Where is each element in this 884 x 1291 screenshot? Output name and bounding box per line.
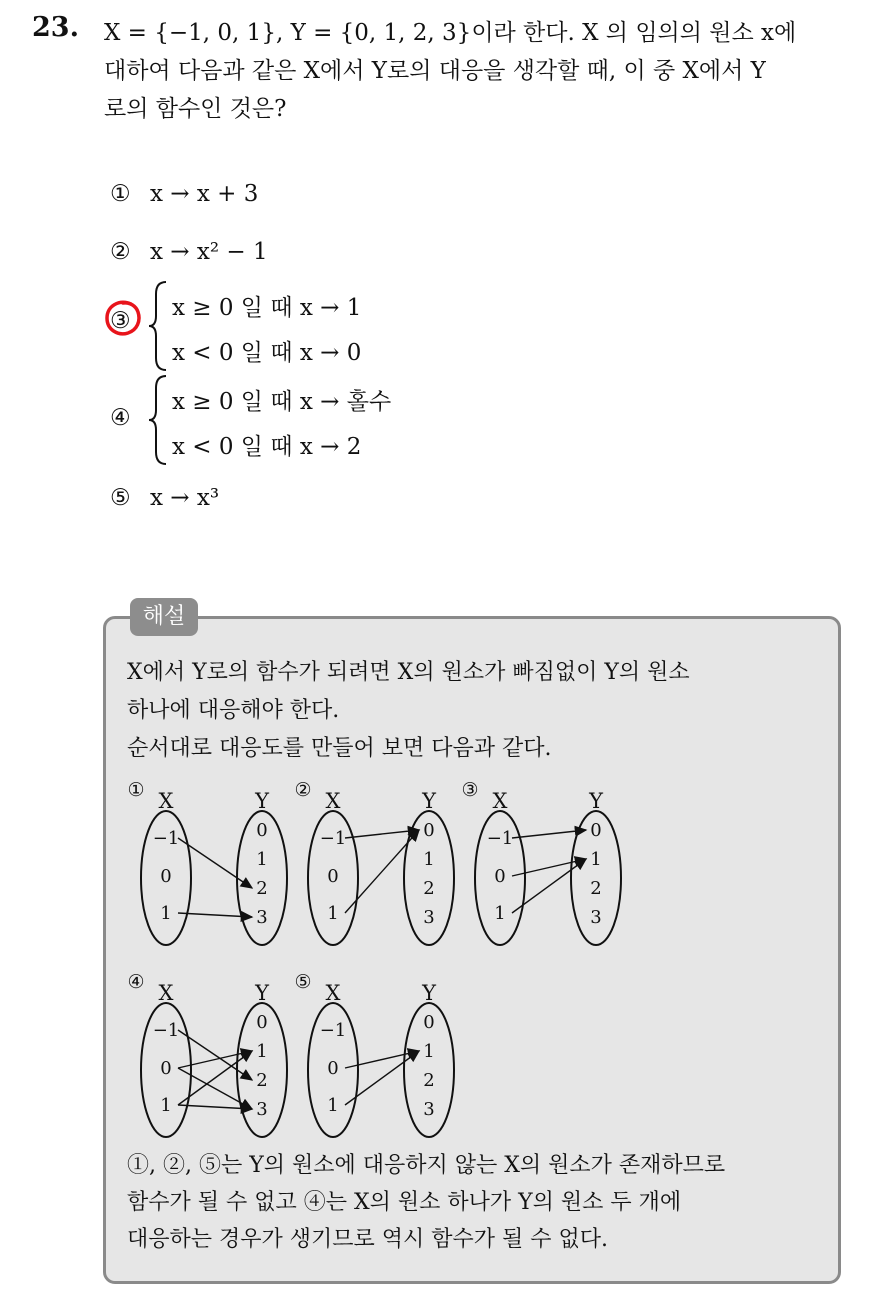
set-x-label: X [325, 981, 341, 1005]
mapping-diagram-2 [291, 778, 461, 953]
set-y-label: Y [255, 981, 269, 1005]
x-element: −1 [486, 828, 514, 849]
diagram-mark: ⑤ [294, 971, 312, 993]
set-x-label: X [492, 789, 508, 813]
y-element: 2 [256, 1070, 268, 1091]
y-element: 2 [256, 878, 268, 899]
x-element: −1 [152, 1020, 180, 1041]
solution-tag: 해설 [130, 598, 198, 636]
y-element: 0 [256, 1012, 268, 1033]
diagram-mark: ③ [461, 779, 479, 801]
x-element: −1 [319, 1020, 347, 1041]
set-y-label: Y [255, 789, 269, 813]
y-element: 0 [256, 820, 268, 841]
set-y-label: Y [422, 981, 436, 1005]
option-4-line-2: x < 0 일 때 x → 2 [172, 434, 362, 460]
x-element: 1 [494, 903, 506, 924]
set-x-label: X [158, 981, 174, 1005]
y-element: 2 [590, 878, 602, 899]
option-4-brace [146, 374, 170, 466]
x-element: 1 [160, 903, 172, 924]
set-y-label: Y [589, 789, 603, 813]
question-line-3: 로의 함수인 것은? [104, 96, 287, 122]
x-element: −1 [319, 828, 347, 849]
diagram-mark: ④ [127, 971, 145, 993]
option-3-brace [146, 280, 170, 372]
y-element: 0 [590, 820, 602, 841]
solution-conclusion-3: 대응하는 경우가 생기므로 역시 함수가 될 수 없다. [127, 1227, 608, 1252]
x-element: 0 [327, 866, 339, 887]
solution-intro-2: 하나에 대응해야 한다. [127, 698, 340, 723]
mapping-diagram-5 [291, 970, 461, 1145]
option-3-mark: ③ [110, 308, 131, 334]
x-element: 1 [160, 1095, 172, 1116]
y-element: 3 [423, 907, 435, 928]
y-element: 3 [590, 907, 602, 928]
x-element: 0 [494, 866, 506, 887]
y-element: 0 [423, 820, 435, 841]
x-element: 0 [160, 1058, 172, 1079]
y-element: 1 [423, 1041, 435, 1062]
set-x-label: X [325, 789, 341, 813]
option-2-mark: ② [110, 239, 131, 265]
x-element: 1 [327, 903, 339, 924]
y-element: 1 [256, 849, 268, 870]
y-element: 3 [256, 907, 268, 928]
x-element: 1 [327, 1095, 339, 1116]
solution-conclusion-1: ①, ②, ⑤는 Y의 원소에 대응하지 않는 X의 원소가 존재하므로 [127, 1153, 726, 1178]
x-element: 0 [160, 866, 172, 887]
mapping-diagram-4 [124, 970, 294, 1145]
diagram-mark: ② [294, 779, 312, 801]
solution-conclusion-2: 함수가 될 수 없고 ④는 X의 원소 하나가 Y의 원소 두 개에 [127, 1190, 682, 1215]
question-line-2: 대하여 다음과 같은 X에서 Y로의 대응을 생각할 때, 이 중 X에서 Y [104, 58, 766, 84]
y-element: 3 [423, 1099, 435, 1120]
mapping-arrow [512, 830, 586, 838]
x-element: 0 [327, 1058, 339, 1079]
mapping-diagram-3 [458, 778, 628, 953]
question-number: 23. [32, 12, 79, 43]
y-element: 2 [423, 878, 435, 899]
mapping-arrow [345, 830, 419, 838]
y-element: 2 [423, 1070, 435, 1091]
option-1-mark: ① [110, 181, 131, 207]
y-element: 1 [590, 849, 602, 870]
set-y-label: Y [422, 789, 436, 813]
solution-intro-1: X에서 Y로의 함수가 되려면 X의 원소가 빠짐없이 Y의 원소 [127, 660, 690, 685]
option-4-line-1: x ≥ 0 일 때 x → 홀수 [172, 389, 392, 415]
solution-intro-3: 순서대로 대응도를 만들어 보면 다음과 같다. [127, 736, 552, 761]
option-3-line-1: x ≥ 0 일 때 x → 1 [172, 295, 362, 321]
diagram-mark: ① [127, 779, 145, 801]
option-5-mark: ⑤ [110, 485, 131, 511]
option-3-line-2: x < 0 일 때 x → 0 [172, 340, 362, 366]
option-1-text: x → x + 3 [150, 181, 259, 207]
option-2-text: x → x² − 1 [150, 239, 268, 265]
question-line-1: X = {−1, 0, 1}, Y = {0, 1, 2, 3}이라 한다. X 의 임의의 원소 x에 [104, 20, 797, 46]
y-element: 0 [423, 1012, 435, 1033]
option-4-mark: ④ [110, 405, 131, 431]
y-element: 1 [256, 1041, 268, 1062]
mapping-diagram-1 [124, 778, 294, 953]
x-element: −1 [152, 828, 180, 849]
y-element: 3 [256, 1099, 268, 1120]
mapping-arrow [345, 830, 419, 913]
y-element: 1 [423, 849, 435, 870]
set-x-label: X [158, 789, 174, 813]
option-5-text: x → x³ [150, 485, 220, 511]
